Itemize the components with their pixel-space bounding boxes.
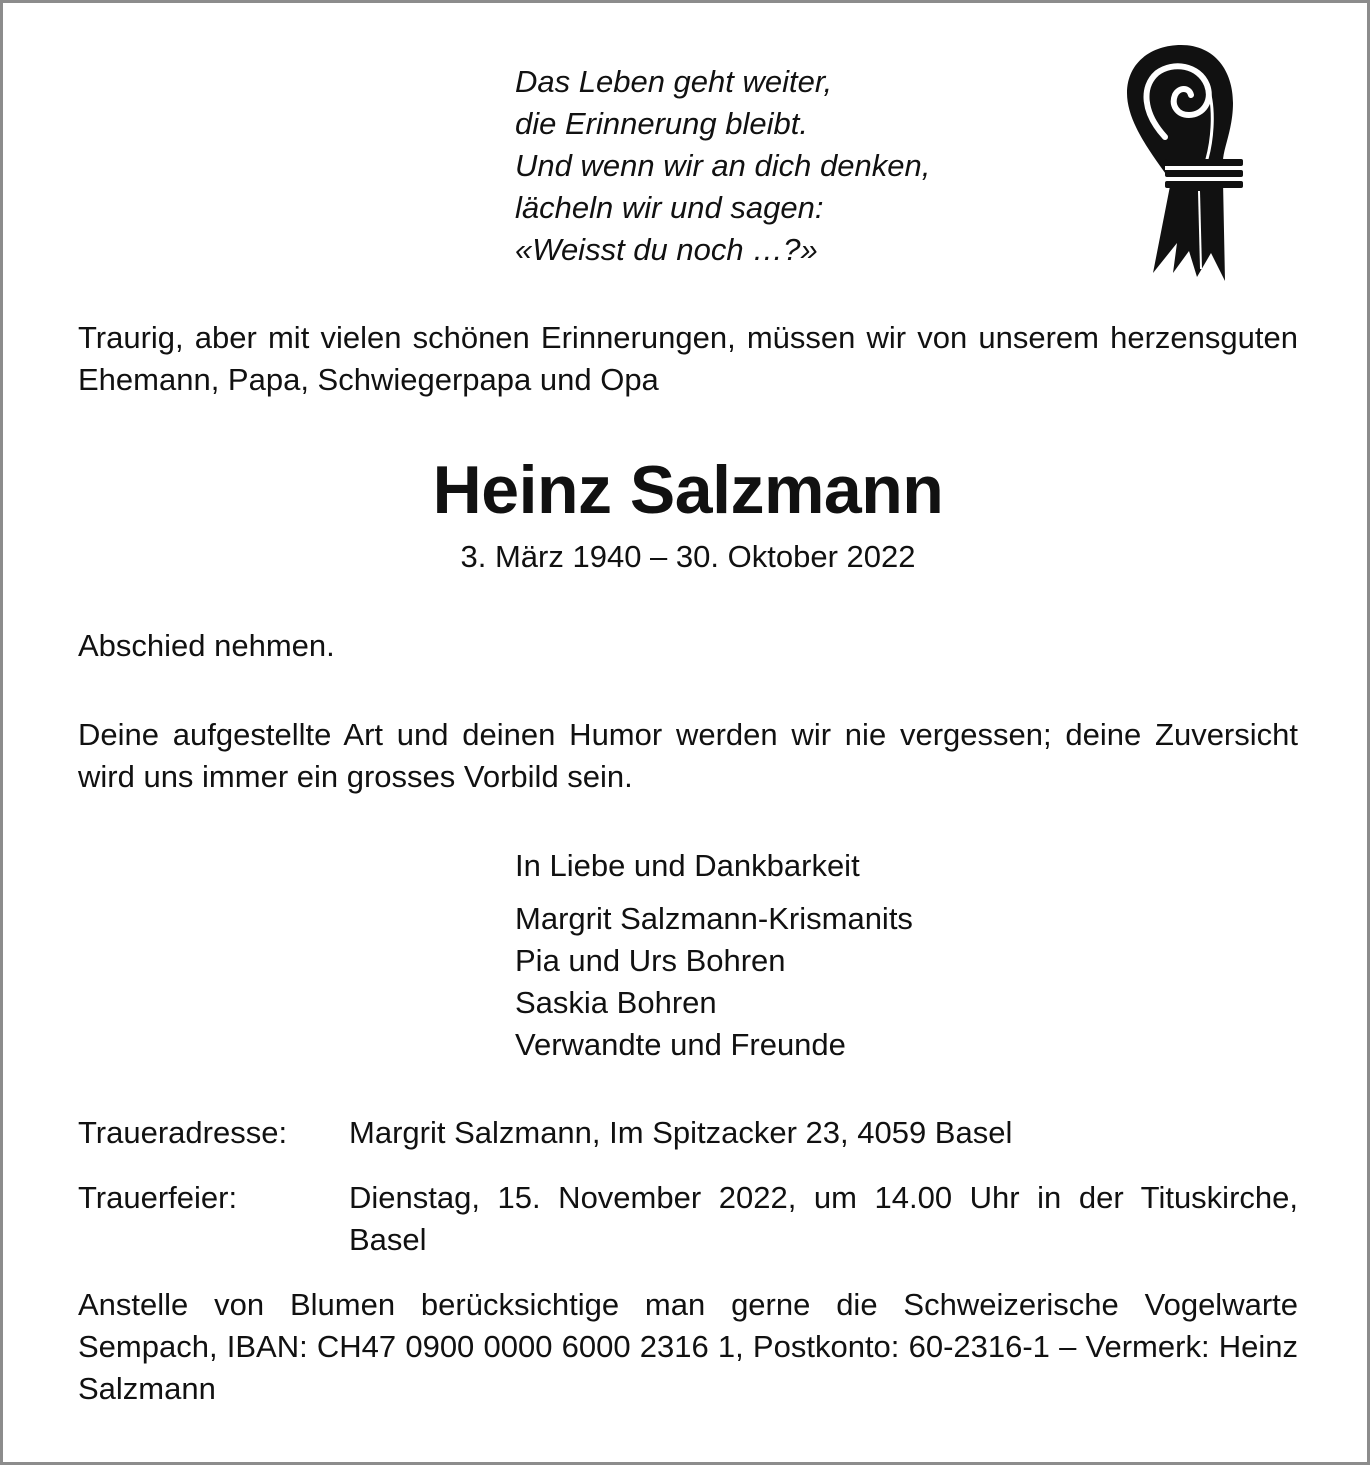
mourner-name: Pia und Urs Bohren xyxy=(515,943,786,978)
poem-line: «Weisst du noch …?» xyxy=(515,232,818,267)
poem-line: Und wenn wir an dich denken, xyxy=(515,148,931,183)
mourning-address-value: Margrit Salzmann, Im Spitzacker 23, 4059 Basel xyxy=(349,1115,1013,1150)
deceased-name: Heinz Salzmann xyxy=(432,452,944,528)
donation-note: Anstelle von Blumen berücksichtige man gerne die Schweizerische Vogelwarte Sempach, IBAN: CH47 0900 0000 6000 2316 1, Postkonto: 60-2316-1 – Vermerk: Heinz Salzmann xyxy=(78,1287,1298,1406)
funeral-service-label: Trauerfeier: xyxy=(78,1180,238,1215)
mourner-name: Saskia Bohren xyxy=(515,985,717,1020)
mourners-list xyxy=(515,898,913,1066)
memorial-poem xyxy=(515,61,930,271)
mourners-lead: In Liebe und Dankbarkeit xyxy=(515,848,860,883)
basel-crosier-icon xyxy=(1115,41,1255,281)
funeral-service-value: Dienstag, 15. November 2022, um 14.00 Uhr in der Tituskirche, Basel xyxy=(349,1180,1298,1257)
mourner-name: Margrit Salzmann-Krismanits xyxy=(515,901,913,936)
mourners-block xyxy=(515,845,913,1066)
poem-line: die Erinnerung bleibt. xyxy=(515,106,808,141)
poem-line: lächeln wir und sagen: xyxy=(515,190,824,225)
mourning-address-label: Traueradresse: xyxy=(78,1115,288,1150)
intro-text: Traurig, aber mit vielen schönen Erinnerungen, müssen wir von unserem herzensguten Ehemann, Papa, Schwiegerpapa und Opa xyxy=(78,320,1298,397)
farewell-line: Abschied nehmen. xyxy=(78,628,335,663)
life-dates: 3. März 1940 – 30. Oktober 2022 xyxy=(460,539,916,574)
memory-text: Deine aufgestellte Art und deinen Humor werden wir nie vergessen; deine Zuversicht wird uns immer ein grosses Vorbild sein. xyxy=(78,717,1298,794)
poem-line: Das Leben geht weiter, xyxy=(515,64,833,99)
mourner-name: Verwandte und Freunde xyxy=(515,1027,846,1062)
